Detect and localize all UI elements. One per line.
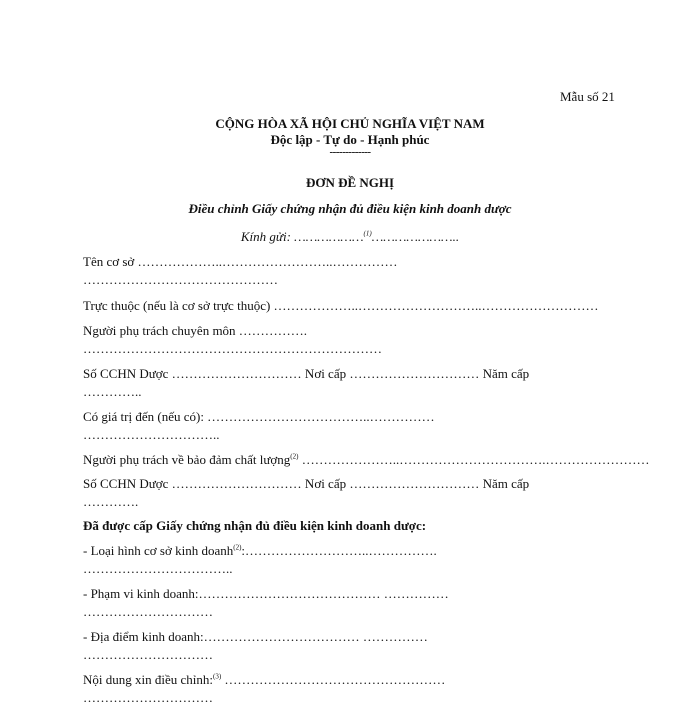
form-number: Mẫu số 21 bbox=[560, 89, 615, 104]
quality-manager-note: (2) bbox=[290, 452, 299, 461]
granted-heading: Đã được cấp Giấy chứng nhận đủ điều kiện kinh doanh dược: bbox=[83, 518, 427, 533]
pharmacy-cert-field-2: Số CCHN Dược ………………………… Nơi cấp ………………………… Năm cấp bbox=[83, 476, 530, 491]
adjustment-content-note: (3) bbox=[213, 672, 222, 681]
technical-manager-continuation: …………………………………………………………… bbox=[83, 341, 382, 356]
document-subtitle: Điều chỉnh Giấy chứng nhận đủ điều kiện kinh doanh dược bbox=[188, 201, 512, 216]
adjustment-content-field bbox=[83, 672, 445, 688]
business-scope-continuation: ………………………… bbox=[83, 604, 213, 619]
pharmacy-cert-continuation-1: ………….. bbox=[83, 384, 142, 399]
adjustment-content-trail: …………………………………………… bbox=[221, 672, 446, 687]
business-type-continuation: …………………………….. bbox=[83, 561, 233, 576]
recipient-trail: ………………….. bbox=[371, 229, 460, 244]
document-title: ĐƠN ĐỀ NGHỊ bbox=[305, 175, 395, 190]
business-type-note: (2) bbox=[233, 543, 242, 552]
facility-name-continuation: ……………………………………… bbox=[83, 272, 278, 287]
header-separator: ------------- bbox=[329, 146, 371, 158]
quality-manager-field bbox=[83, 452, 649, 468]
adjustment-content-continuation: ………………………… bbox=[83, 690, 213, 705]
business-type-label: - Loại hình cơ sở kinh doanh bbox=[83, 543, 234, 558]
motto: Độc lập - Tự do - Hạnh phúc bbox=[270, 132, 430, 147]
recipient-note: (1) bbox=[363, 229, 372, 238]
technical-manager-field: Người phụ trách chuyên môn ……………. bbox=[83, 323, 308, 338]
business-scope-field: - Phạm vi kinh doanh:…………………………………… …………… bbox=[83, 586, 449, 601]
facility-name-field: Tên cơ sở ………………..……………………..…………… bbox=[83, 254, 398, 269]
affiliation-field: Trực thuộc (nếu là cơ sở trực thuộc) ………………..………………………..……………………… bbox=[83, 298, 599, 313]
business-location-continuation: ………………………… bbox=[83, 647, 213, 662]
quality-manager-trail: …………………..…………………………….…………………… bbox=[298, 452, 650, 467]
business-type-trail: :………………………..……………. bbox=[241, 543, 437, 558]
valid-until-continuation: ………………………….. bbox=[83, 427, 220, 442]
adjustment-content-label: Nội dung xin điều chỉnh: bbox=[83, 672, 213, 687]
business-type-field bbox=[83, 543, 437, 559]
pharmacy-cert-field-1: Số CCHN Dược ………………………… Nơi cấp ………………………… Năm cấp bbox=[83, 366, 530, 381]
recipient-label: Kính gửi: ……………… bbox=[240, 229, 364, 244]
quality-manager-label: Người phụ trách về bảo đảm chất lượng bbox=[83, 452, 291, 467]
recipient-line bbox=[0, 229, 700, 245]
country-name: CỘNG HÒA XÃ HỘI CHỦ NGHĨA VIỆT NAM bbox=[215, 116, 485, 131]
pharmacy-cert-continuation-2: …………. bbox=[83, 494, 139, 509]
valid-until-field: Có giá trị đến (nếu có): ………………………………..…………… bbox=[83, 409, 435, 424]
business-location-field: - Địa điểm kinh doanh:……………………………… …………… bbox=[83, 629, 428, 644]
